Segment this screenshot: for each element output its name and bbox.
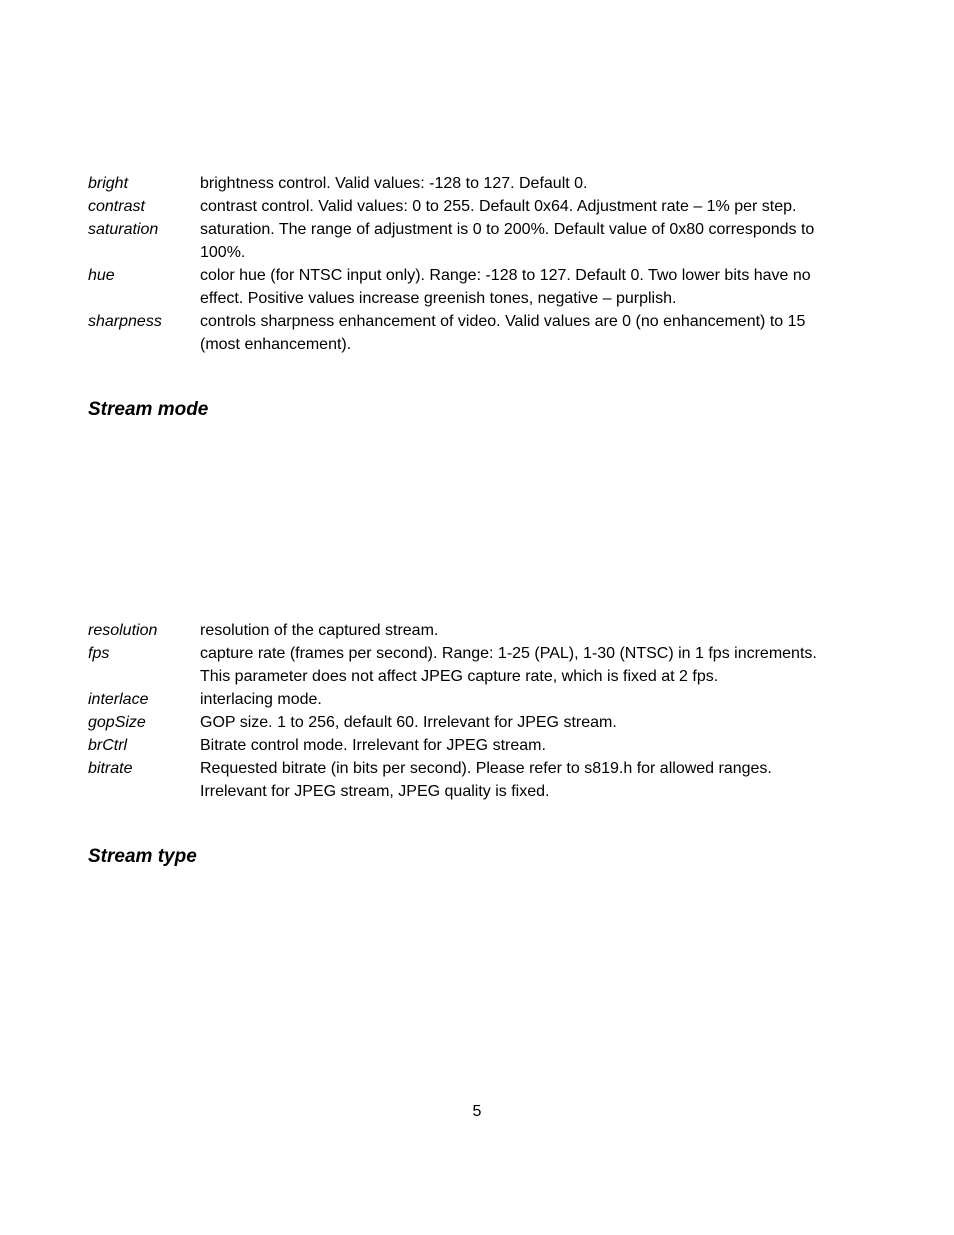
param-name: sharpness	[88, 313, 162, 330]
param-description: Requested bitrate (in bits per second). Please refer to s819.h for allowed ranges. Irrelevant for JPEG stream, JPEG quality is fixed.	[200, 760, 772, 800]
param-name: resolution	[88, 622, 158, 639]
param-row-bitrate	[88, 757, 868, 803]
param-description: controls sharpness enhancement of video. Valid values are 0 (no enhancement) to 15 (most enhancement).	[200, 313, 806, 353]
param-description: Bitrate control mode. Irrelevant for JPEG stream.	[200, 737, 546, 754]
param-description: GOP size. 1 to 256, default 60. Irrelevant for JPEG stream.	[200, 714, 617, 731]
param-name: bitrate	[88, 760, 133, 777]
param-description: saturation. The range of adjustment is 0 to 200%. Default value of 0x80 corresponds to 100%.	[200, 221, 815, 261]
param-row-bright	[88, 172, 868, 195]
param-row-hue	[88, 264, 868, 310]
param-row-gopsize	[88, 711, 868, 734]
param-description: brightness control. Valid values: -128 to 127. Default 0.	[200, 175, 588, 192]
param-row-contrast	[88, 195, 868, 218]
param-description: interlacing mode.	[200, 691, 322, 708]
param-name: fps	[88, 645, 110, 662]
section-heading-stream-type: Stream type	[88, 846, 197, 867]
param-description: resolution of the captured stream.	[200, 622, 439, 639]
param-row-brctrl	[88, 734, 868, 757]
param-description: contrast control. Valid values: 0 to 255. Default 0x64. Adjustment rate – 1% per step.	[200, 198, 797, 215]
param-description: capture rate (frames per second). Range: 1-25 (PAL), 1-30 (NTSC) in 1 fps increments. This parameter does not affect JPEG capture rate, which is fixed at 2 fps.	[200, 645, 817, 685]
page-number: 5	[472, 1103, 482, 1120]
param-row-resolution	[88, 619, 868, 642]
param-row-saturation	[88, 218, 868, 264]
param-description: color hue (for NTSC input only). Range: -128 to 127. Default 0. Two lower bits have no effect. Positive values increase greenish tones, negative – purplish.	[200, 267, 811, 307]
param-name: hue	[88, 267, 115, 284]
param-name: saturation	[88, 221, 159, 238]
stream-mode-params-list	[88, 619, 868, 803]
param-row-interlace	[88, 688, 868, 711]
param-name: bright	[88, 175, 129, 192]
param-name: contrast	[88, 198, 145, 215]
section-heading-stream-mode: Stream mode	[88, 399, 209, 420]
param-name: gopSize	[88, 714, 146, 731]
param-row-sharpness	[88, 310, 868, 356]
param-name: interlace	[88, 691, 149, 708]
image-params-list	[88, 172, 868, 356]
param-row-fps	[88, 642, 868, 688]
param-name: brCtrl	[88, 737, 128, 754]
